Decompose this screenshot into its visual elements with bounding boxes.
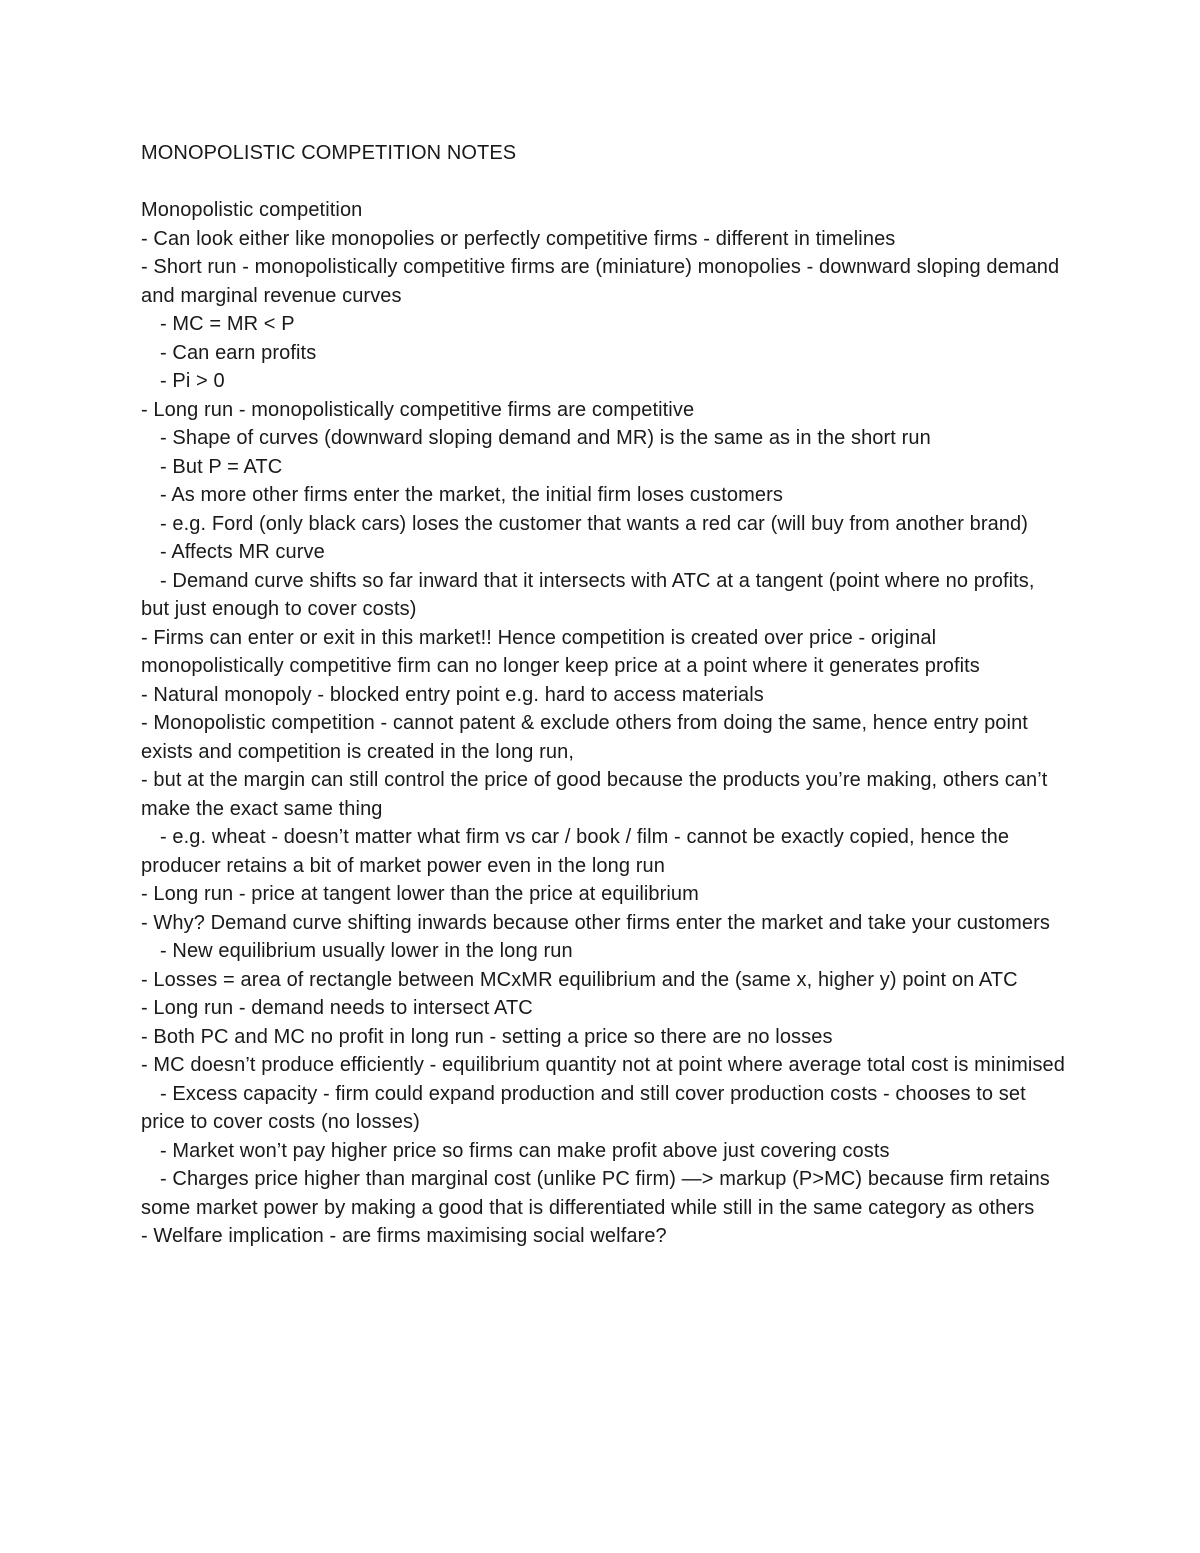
- note-sub-bullet: - Pi > 0: [160, 370, 225, 392]
- note-bullet: - Short run - monopolistically competitive firms are (miniature) monopolies - downward sloping demand and marginal revenue curves: [141, 256, 1060, 307]
- note-bullet: - MC doesn’t produce efficiently - equilibrium quantity not at point where average total cost is minimised: [141, 1054, 1066, 1076]
- note-bullet: - Long run - price at tangent lower than the price at equilibrium: [141, 883, 699, 905]
- note-sub-bullet: - As more other firms enter the market, the initial firm loses customers: [160, 484, 783, 506]
- note-bullet: - Welfare implication - are firms maximising social welfare?: [141, 1225, 667, 1247]
- note-sub-bullet: - Can earn profits: [160, 341, 317, 364]
- note-sub-bullet: - e.g. Ford (only black cars) loses the customer that wants a red car (will buy from another brand): [160, 512, 1029, 535]
- note-bullet: - Monopolistic competition - cannot patent & exclude others from doing the same, hence entry point exists and competition is created in the long run,: [141, 712, 1028, 763]
- note-bullet: - Long run - monopolistically competitive firms are competitive: [141, 398, 695, 421]
- notes-list: [141, 225, 1066, 1251]
- note-sub-bullet: - Charges price higher than marginal cost (unlike PC firm) —> markup (P>MC) because firm retains some market power by making a good that is differentiated while still in the same category as others: [141, 1168, 1050, 1219]
- note-sub-bullet: - Market won’t pay higher price so firms can make profit above just covering costs: [160, 1139, 890, 1162]
- note-bullet: - but at the margin can still control the price of good because the products you’re making, others can’t make the exact same thing: [141, 769, 1048, 820]
- note-sub-bullet: - New equilibrium usually lower in the long run: [160, 940, 573, 962]
- note-sub-bullet: - Demand curve shifts so far inward that it intersects with ATC at a tangent (point where no profits, but just enough to cover costs): [141, 569, 1035, 620]
- note-bullet: - Can look either like monopolies or perfectly competitive firms - different in timelines: [141, 227, 896, 250]
- note-bullet: - Natural monopoly - blocked entry point e.g. hard to access materials: [141, 683, 764, 706]
- note-sub-bullet: - Excess capacity - firm could expand production and still cover production costs - chooses to set price to cover costs (no losses): [141, 1082, 1026, 1133]
- note-sub-bullet: - Affects MR curve: [160, 541, 325, 563]
- document-page: [141, 139, 1066, 1251]
- note-bullet: - Long run - demand needs to intersect ATC: [141, 997, 533, 1019]
- note-bullet: - Firms can enter or exit in this market!! Hence competition is created over price - original monopolistically competitive firm can no longer keep price at a point where it generates profits: [141, 626, 980, 677]
- section-heading: Monopolistic competition: [141, 199, 363, 221]
- note-sub-bullet: - But P = ATC: [160, 455, 283, 478]
- document-title: MONOPOLISTIC COMPETITION NOTES: [141, 142, 517, 164]
- note-sub-bullet: - MC = MR < P: [160, 313, 295, 335]
- note-bullet: - Both PC and MC no profit in long run - setting a price so there are no losses: [141, 1025, 833, 1048]
- note-sub-bullet: - e.g. wheat - doesn’t matter what firm vs car / book / film - cannot be exactly copied, hence the producer retains a bit of market power even in the long run: [141, 826, 1010, 877]
- note-bullet: - Losses = area of rectangle between MCxMR equilibrium and the (same x, higher y) point on ATC: [141, 968, 1018, 991]
- note-bullet: - Why? Demand curve shifting inwards because other firms enter the market and take your customers: [141, 911, 1050, 934]
- note-sub-bullet: - Shape of curves (downward sloping demand and MR) is the same as in the short run: [160, 427, 931, 449]
